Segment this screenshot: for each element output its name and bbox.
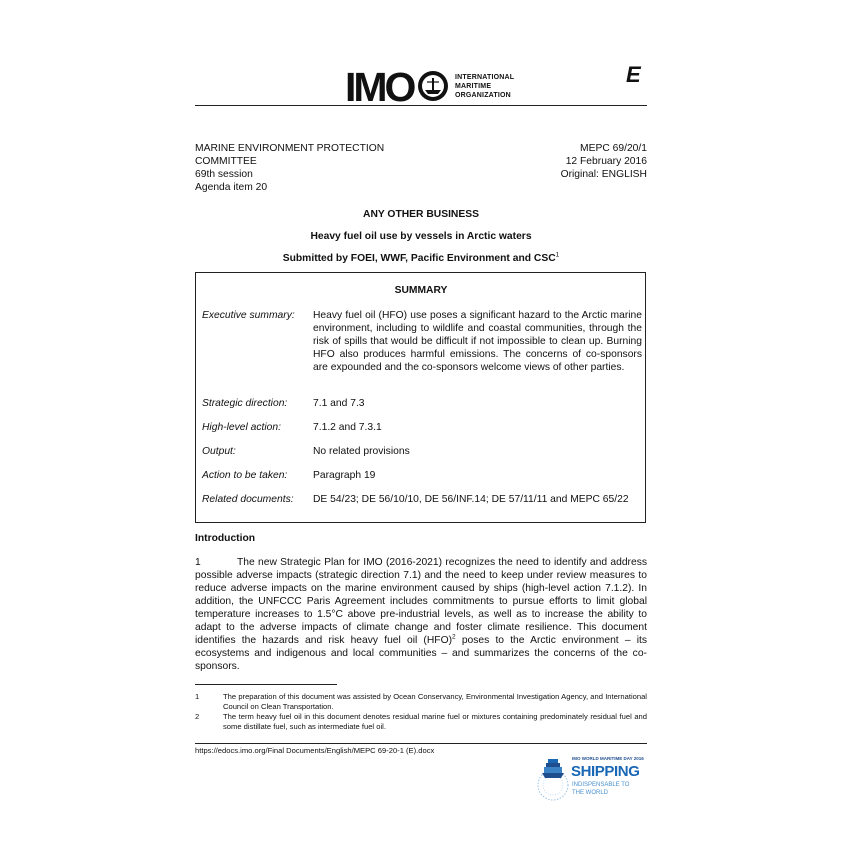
committee-block bbox=[195, 142, 384, 194]
agenda-title: ANY OTHER BUSINESS bbox=[363, 209, 479, 220]
summary-label: Executive summary: bbox=[202, 310, 295, 321]
footnote bbox=[195, 692, 647, 711]
header-divider bbox=[195, 105, 647, 106]
section-heading: Introduction bbox=[195, 533, 256, 544]
wmd-title: SHIPPING bbox=[571, 763, 640, 780]
file-path: https://edocs.imo.org/Final Documents/English/MEPC 69-20-1 (E).docx bbox=[195, 746, 435, 755]
paragraph-number: 1 bbox=[195, 557, 201, 568]
original-language: Original: ENGLISH bbox=[560, 169, 647, 180]
summary-value: DE 54/23; DE 56/10/10, DE 56/INF.14; DE 57/11/11 and MEPC 65/22 bbox=[313, 494, 629, 505]
document-info bbox=[500, 142, 647, 181]
committee-line: MARINE ENVIRONMENT PROTECTION bbox=[195, 143, 385, 154]
summary-label: Related documents: bbox=[202, 494, 294, 505]
org-name: INTERNATIONAL MARITIME ORGANIZATION bbox=[455, 74, 515, 99]
summary-label: Output: bbox=[202, 446, 236, 457]
wmd-tagline: INDISPENSABLE TO THE WORLD bbox=[572, 782, 630, 796]
footnote-divider bbox=[195, 684, 337, 685]
summary-value: Paragraph 19 bbox=[313, 470, 376, 481]
summary-value: No related provisions bbox=[313, 446, 410, 457]
wmd-event-label: IMO WORLD MARITIME DAY 2016 bbox=[572, 756, 644, 761]
summary-label: High-level action: bbox=[202, 422, 281, 433]
logo-wordmark: IMO bbox=[345, 68, 414, 104]
world-maritime-day-logo bbox=[536, 755, 648, 803]
session-line: 69th session bbox=[195, 169, 253, 180]
document-subject: Heavy fuel oil use by vessels in Arctic waters bbox=[310, 231, 532, 242]
agenda-line: Agenda item 20 bbox=[195, 182, 268, 193]
document-symbol: MEPC 69/20/1 bbox=[580, 143, 647, 154]
imo-logo bbox=[343, 68, 518, 104]
imo-emblem-icon bbox=[343, 68, 453, 104]
footer-divider bbox=[195, 743, 647, 744]
footnote-ref: 2 bbox=[452, 633, 456, 641]
summary-label: Strategic direction: bbox=[202, 398, 288, 409]
footnote-mark: 2 bbox=[195, 712, 200, 721]
footnote-text: The preparation of this document was assisted by Ocean Conservancy, Environmental Investigation Agency, and International Council on Clean Transportation. bbox=[223, 692, 647, 711]
footnote-text: The term heavy fuel oil in this document denotes residual marine fuel or mixtures containing predominately residual fuel and some distillate fuel, such as intermediate fuel oil. bbox=[223, 712, 647, 731]
ship-globe-icon bbox=[536, 755, 570, 803]
summary-value: Heavy fuel oil (HFO) use poses a significant hazard to the Arctic marine environment, including to wildlife and coastal communities, through the risk of spills that would be difficult if not impossible to clean up. Burning HFO also produces harmful emissions. The concerns of co-sponsors are expounded and the co-sponsors welcome views of other parties. bbox=[313, 310, 642, 373]
committee-line: COMMITTEE bbox=[195, 156, 257, 167]
paragraph: 1 The new Strategic Plan for IMO (2016-2021) recognizes the need to identify and address possible adverse impacts (strategic direction 7.1) and the need to keep under review measures to reduce adverse impacts on the marine environment caused by ships (high-level action 7.1.2). In addition, the UNFCCC Paris Agreement includes commitments to pursue efforts to limit global temperature increases to 1.5°C above pre-industrial levels, as well as to increase the ability to adapt to the adverse impacts of climate change and foster climate resilience. This document identifies the hazards and risk heavy fuel oil (HFO)$^2$ poses to the Arctic environment – its ecosystems and indigenous and local communities – and summarizes the concerns of the co-sponsors. bbox=[195, 557, 648, 672]
submitted-by: Submitted by FOEI, WWF, Pacific Environment and CSC$^1$ bbox=[282, 251, 560, 264]
summary-value: 7.1.2 and 7.3.1 bbox=[313, 422, 382, 433]
footnote bbox=[195, 712, 647, 731]
footnote-mark: 1 bbox=[195, 692, 200, 701]
footnote-ref: 1 bbox=[555, 251, 560, 259]
summary-label: Action to be taken: bbox=[202, 470, 288, 481]
summary-value: 7.1 and 7.3 bbox=[313, 398, 365, 409]
document-date: 12 February 2016 bbox=[565, 156, 647, 167]
summary-heading: SUMMARY bbox=[394, 285, 448, 296]
language-letter: E bbox=[626, 62, 641, 87]
